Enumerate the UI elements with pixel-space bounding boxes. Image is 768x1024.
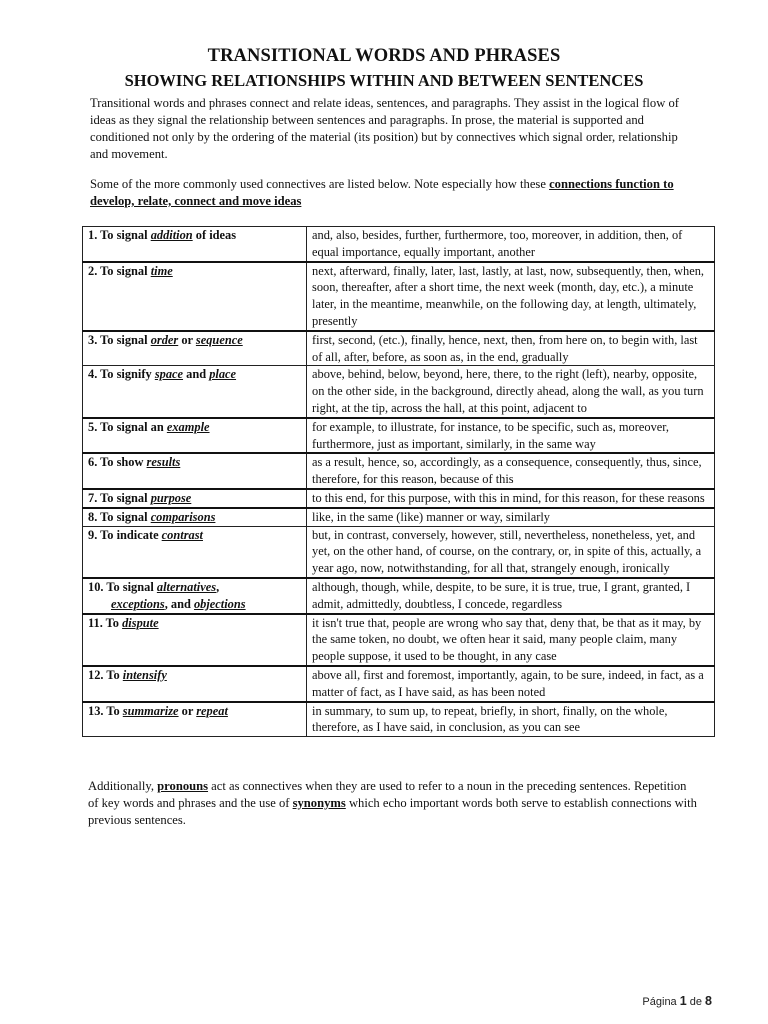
category-prefix: 8. To signal bbox=[88, 509, 151, 524]
category-keyword: intensify bbox=[122, 667, 167, 682]
category-cell bbox=[83, 666, 307, 702]
category-keyword: comparisons bbox=[150, 509, 216, 524]
page-label: Página bbox=[642, 996, 680, 1008]
category-cell bbox=[83, 489, 307, 508]
category-keyword: dispute bbox=[122, 615, 159, 630]
page-title: TRANSITIONAL WORDS AND PHRASES bbox=[207, 46, 561, 66]
category-prefix: 11. To bbox=[88, 615, 123, 630]
category-keyword: order bbox=[150, 332, 179, 347]
category-keyword: contrast bbox=[161, 527, 203, 542]
category-cell bbox=[83, 453, 307, 489]
table-row bbox=[83, 453, 715, 489]
category-keyword-3: exceptions bbox=[111, 596, 165, 611]
intro-section bbox=[90, 95, 698, 210]
table-row bbox=[83, 578, 715, 614]
table-row bbox=[83, 702, 715, 737]
synonyms-term: synonyms bbox=[292, 795, 346, 810]
category-cell bbox=[83, 614, 307, 666]
connectives-cell: in summary, to sum up, to repeat, briefly, in short, finally, on the whole, therefore, as I have said, in conclusion, as you can see bbox=[307, 702, 715, 737]
connectives-cell: but, in contrast, conversely, however, still, nevertheless, nonetheless, yet, and yet, on the other hand, of course, on the contrary, or, in spite of this, actually, a year ago, now, notwithstanding, for all that, strangely enough, ironically bbox=[307, 526, 715, 578]
page-subtitle: SHOWING RELATIONSHIPS WITHIN AND BETWEEN SENTENCES bbox=[124, 71, 644, 90]
connectives-cell: to this end, for this purpose, with this in mind, for this reason, for these reasons bbox=[307, 489, 715, 508]
category-cell bbox=[83, 366, 307, 418]
category-prefix: 9. To indicate bbox=[88, 527, 162, 542]
category-joiner-2: , and bbox=[164, 596, 194, 611]
intro-paragraph: Transitional words and phrases connect and relate ideas, sentences, and paragraphs. They assist in the logical flow of ideas as they signal the relationship between sentences and paragraphs. In prose, the material is supported and conditioned not only by the ordering of the material (its position) but by connectives which signal order, relationship and movement. bbox=[90, 96, 679, 161]
table-row bbox=[83, 666, 715, 702]
table-row bbox=[83, 614, 715, 666]
total-pages: 8 bbox=[705, 994, 712, 1008]
table-row bbox=[83, 366, 715, 418]
category-keyword-4: objections bbox=[193, 596, 246, 611]
category-cell bbox=[83, 227, 307, 262]
closing-text-a: Additionally, bbox=[88, 779, 158, 793]
page-number bbox=[642, 994, 712, 1008]
category-joiner: or bbox=[178, 332, 196, 347]
table-row bbox=[83, 262, 715, 331]
category-cell bbox=[83, 508, 307, 526]
category-keyword: example bbox=[166, 419, 210, 434]
connectives-cell: like, in the same (like) manner or way, similarly bbox=[307, 508, 715, 526]
connectives-cell: and, also, besides, further, furthermore, too, moreover, in addition, then, of equal importance, equally important, another bbox=[307, 227, 715, 262]
category-joiner: or bbox=[178, 703, 197, 718]
category-keyword: addition bbox=[150, 228, 193, 242]
connectives-cell: as a result, hence, so, accordingly, as a consequence, consequently, thus, since, therefore, for this reason, because of this bbox=[307, 453, 715, 489]
connectives-cell: first, second, (etc.), finally, hence, next, then, from here on, to begin with, last of all, after, before, as soon as, in the end, gradually bbox=[307, 331, 715, 366]
category-keyword: purpose bbox=[150, 490, 192, 505]
category-keyword-2: repeat bbox=[196, 703, 228, 718]
category-joiner: and bbox=[183, 367, 210, 382]
connectives-cell: above all, first and foremost, importantly, again, to be sure, indeed, in fact, as a matter of fact, as I have said, as has been noted bbox=[307, 666, 715, 702]
connectives-cell: next, afterward, finally, later, last, lastly, at last, now, subsequently, then, when, soon, thereafter, after a short time, the next week (month, day, etc.), a minute later, in the meantime, meanwhile, on the following day, at length, ultimately, presently bbox=[307, 262, 715, 331]
connectives-cell: although, though, while, despite, to be sure, it is true, true, I grant, granted, I admit, admittedly, doubtless, I concede, regardless bbox=[307, 578, 715, 614]
category-keyword: results bbox=[146, 455, 181, 470]
table-row bbox=[83, 508, 715, 526]
category-second-line bbox=[88, 596, 303, 613]
category-prefix: 1. To signal bbox=[88, 228, 151, 242]
category-cell bbox=[83, 578, 307, 614]
intro-lead-text: Some of the more commonly used connectives are listed below. Note especially how these bbox=[90, 177, 550, 191]
connectives-cell: for example, to illustrate, for instance, to be specific, such as, moreover, furthermore, just as important, similarly, in the same way bbox=[307, 418, 715, 454]
category-keyword: space bbox=[154, 367, 184, 382]
category-prefix: 3. To signal bbox=[88, 332, 151, 347]
table-row bbox=[83, 418, 715, 454]
table-row bbox=[83, 331, 715, 366]
table-row bbox=[83, 526, 715, 578]
category-cell bbox=[83, 702, 307, 737]
closing-text-c: act as connectives when they are used to refer to a noun in the preceding sentences. Repetition of key words and phrases and the use of bbox=[88, 779, 687, 810]
connectives-cell: above, behind, below, beyond, here, there, to the right (left), nearby, opposite, on the other side, in the background, directly ahead, along the wall, as you turn right, at the tip, across the hall, at this point, adjacent to bbox=[307, 366, 715, 418]
category-suffix: of ideas bbox=[192, 228, 237, 242]
category-prefix: 10. To signal bbox=[88, 579, 157, 594]
intro-paragraph-2 bbox=[90, 176, 698, 210]
category-keyword: alternatives bbox=[156, 579, 217, 594]
intro-emphasis: connections function to develop, relate, connect and move ideas bbox=[90, 177, 674, 208]
table-row bbox=[83, 489, 715, 508]
category-keyword-2: place bbox=[209, 367, 237, 382]
category-prefix: 5. To signal an bbox=[88, 419, 167, 434]
connectives-table bbox=[82, 226, 715, 737]
pronouns-term: pronouns bbox=[157, 779, 209, 793]
category-prefix: 2. To signal bbox=[88, 263, 151, 278]
category-cell bbox=[83, 526, 307, 578]
closing-text-e: which echo important words both serve to establish connections with previous sentences. bbox=[88, 795, 697, 827]
category-prefix: 12. To bbox=[88, 667, 123, 682]
connectives-table-body bbox=[83, 227, 715, 737]
table-row bbox=[83, 227, 715, 262]
category-joiner: , bbox=[216, 579, 220, 594]
category-cell bbox=[83, 262, 307, 331]
category-prefix: 6. To show bbox=[88, 455, 147, 470]
category-cell bbox=[83, 418, 307, 454]
category-keyword: summarize bbox=[122, 703, 179, 718]
category-prefix: 4. To signify bbox=[88, 367, 155, 382]
category-keyword: time bbox=[150, 263, 173, 278]
category-prefix: 7. To signal bbox=[88, 490, 151, 505]
closing-paragraph bbox=[88, 778, 700, 828]
category-keyword-2: sequence bbox=[195, 332, 243, 347]
category-prefix: 13. To bbox=[88, 703, 123, 718]
connectives-cell: it isn't true that, people are wrong who say that, deny that, be that as it may, by the same token, no doubt, we often hear it said, many people claim, many people suppose, it used to be thought, in any case bbox=[307, 614, 715, 666]
category-cell bbox=[83, 331, 307, 366]
page-sep: de bbox=[686, 996, 706, 1008]
current-page: 1 bbox=[679, 994, 687, 1008]
